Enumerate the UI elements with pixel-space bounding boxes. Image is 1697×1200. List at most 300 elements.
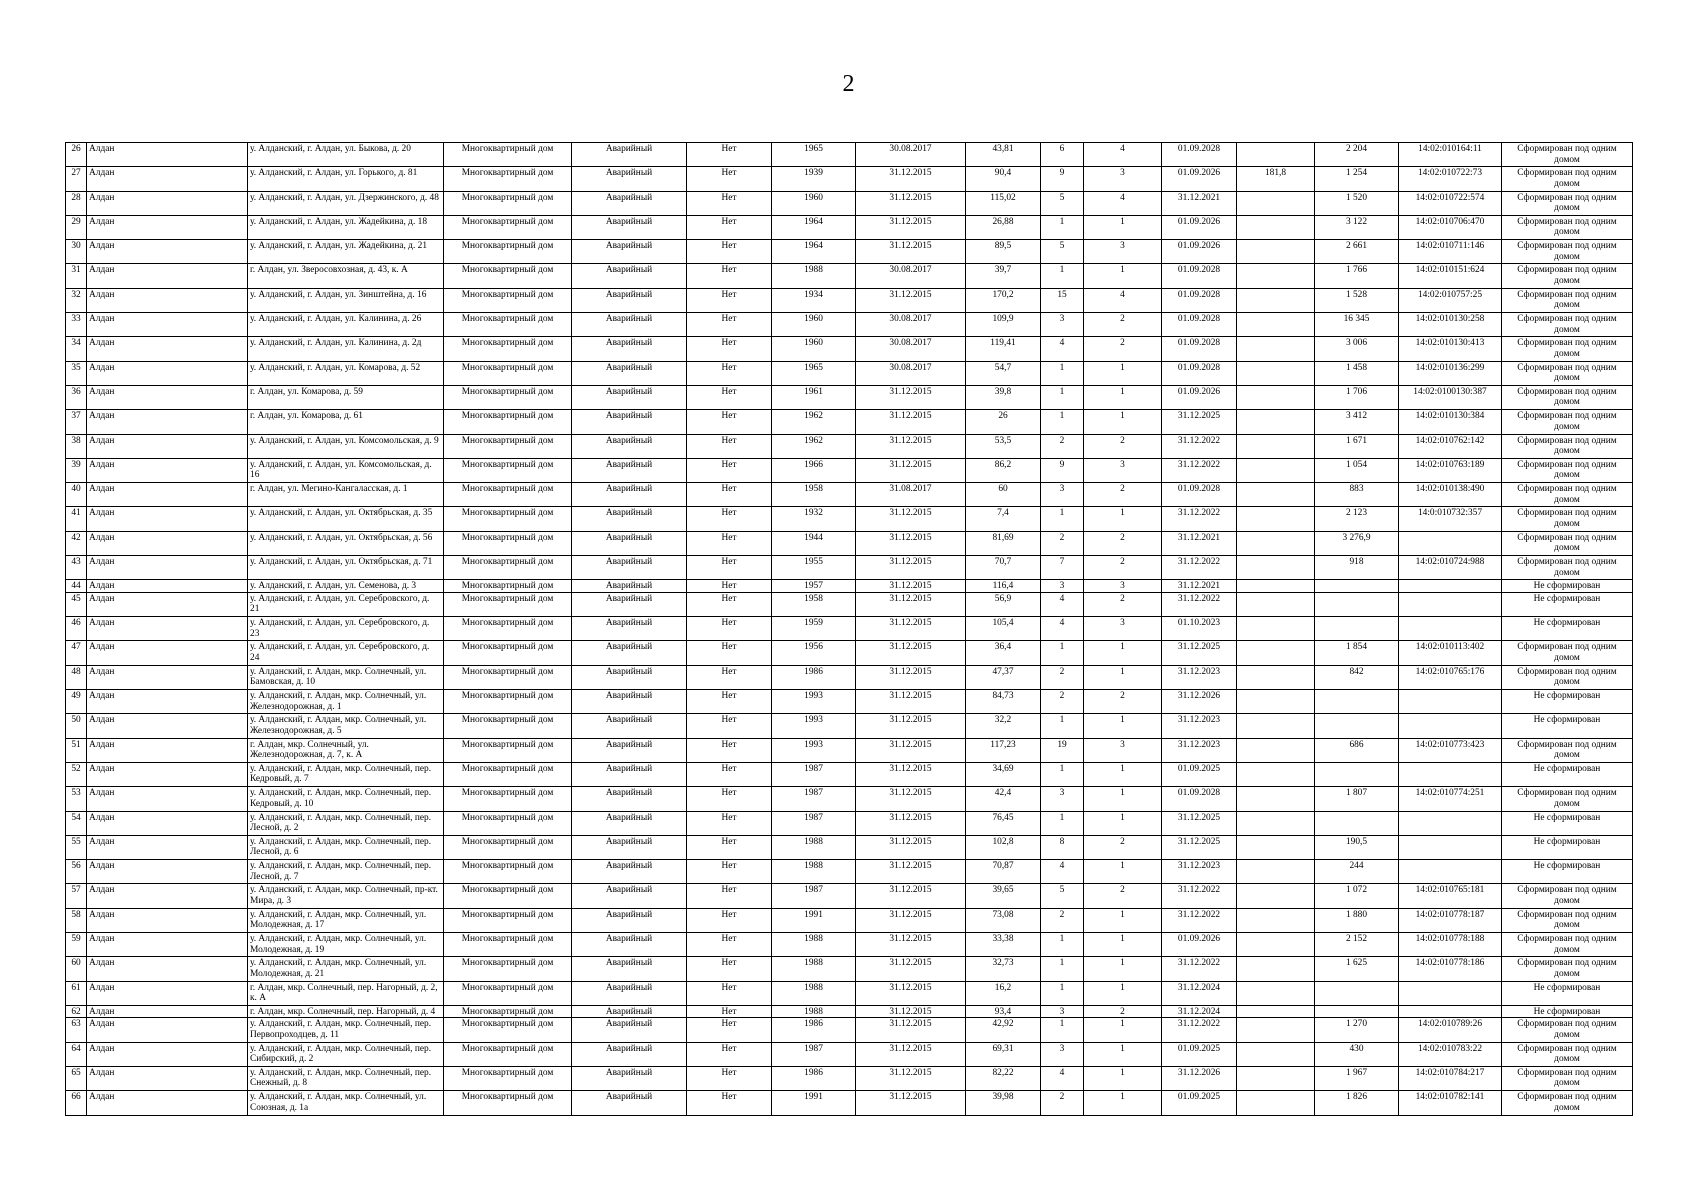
cell-extra-area bbox=[1237, 264, 1315, 288]
table-row bbox=[66, 690, 1633, 714]
cell-land-area: 842 bbox=[1315, 665, 1399, 689]
cell-year-built: 1964 bbox=[772, 215, 856, 239]
cell-extra-area bbox=[1237, 215, 1315, 239]
cell-extra-area bbox=[1237, 738, 1315, 762]
cell-condition: Аварийный bbox=[572, 738, 687, 762]
housing-registry-table bbox=[65, 142, 1633, 1116]
cell-capital-repair: Нет bbox=[687, 1042, 772, 1066]
table-row bbox=[66, 908, 1633, 932]
cell-residents: 1 bbox=[1041, 811, 1084, 835]
cell-capital-repair: Нет bbox=[687, 167, 772, 191]
cell-cadastral-number: 14:02:010130:258 bbox=[1399, 313, 1502, 337]
cell-cadastral-number: 14:02:010757:25 bbox=[1399, 288, 1502, 312]
cell-condition: Аварийный bbox=[572, 592, 687, 616]
table-row bbox=[66, 884, 1633, 908]
table-row bbox=[66, 507, 1633, 531]
cell-municipality: Алдан bbox=[87, 507, 248, 531]
cell-residents: 2 bbox=[1041, 1091, 1084, 1115]
cell-house-type: Многоквартирный дом bbox=[444, 264, 572, 288]
cell-cadastral-number: 14:02:010765:181 bbox=[1399, 884, 1502, 908]
cell-land-status: Сформирован под одним домом bbox=[1502, 738, 1633, 762]
cell-capital-repair: Нет bbox=[687, 641, 772, 665]
cell-land-area: 883 bbox=[1315, 483, 1399, 507]
cell-land-status: Не сформирован bbox=[1502, 714, 1633, 738]
cell-land-status: Сформирован под одним домом bbox=[1502, 933, 1633, 957]
cell-cadastral-number bbox=[1399, 690, 1502, 714]
cell-area: 47,37 bbox=[966, 665, 1041, 689]
cell-land-status: Не сформирован bbox=[1502, 690, 1633, 714]
table-row bbox=[66, 617, 1633, 641]
cell-cadastral-number bbox=[1399, 981, 1502, 1005]
cell-year-built: 1960 bbox=[772, 337, 856, 361]
cell-land-status: Сформирован под одним домом bbox=[1502, 288, 1633, 312]
cell-condition: Аварийный bbox=[572, 288, 687, 312]
cell-condition: Аварийный bbox=[572, 167, 687, 191]
table-row bbox=[66, 738, 1633, 762]
cell-residents: 1 bbox=[1041, 361, 1084, 385]
cell-recognition-date: 31.12.2015 bbox=[856, 860, 966, 884]
cell-municipality: Алдан bbox=[87, 811, 248, 835]
cell-row-number: 63 bbox=[66, 1018, 87, 1042]
cell-condition: Аварийный bbox=[572, 1042, 687, 1066]
cell-extra-area bbox=[1237, 860, 1315, 884]
cell-municipality: Алдан bbox=[87, 143, 248, 167]
cell-recognition-date: 30.08.2017 bbox=[856, 313, 966, 337]
cell-residents: 2 bbox=[1041, 690, 1084, 714]
cell-residents: 3 bbox=[1041, 1005, 1084, 1018]
cell-residents: 4 bbox=[1041, 617, 1084, 641]
cell-year-built: 1958 bbox=[772, 592, 856, 616]
cell-row-number: 29 bbox=[66, 215, 87, 239]
cell-address: г. Алдан, ул. Комарова, д. 61 bbox=[248, 410, 444, 434]
cell-extra-area bbox=[1237, 143, 1315, 167]
cell-apartments: 3 bbox=[1084, 167, 1162, 191]
cell-land-status: Не сформирован bbox=[1502, 592, 1633, 616]
cell-land-status: Сформирован под одним домом bbox=[1502, 313, 1633, 337]
cell-apartments: 1 bbox=[1084, 665, 1162, 689]
cell-condition: Аварийный bbox=[572, 884, 687, 908]
cell-extra-area bbox=[1237, 337, 1315, 361]
cell-land-area: 2 204 bbox=[1315, 143, 1399, 167]
cell-year-built: 1962 bbox=[772, 434, 856, 458]
cell-year-built: 1962 bbox=[772, 410, 856, 434]
cell-house-type: Многоквартирный дом bbox=[444, 957, 572, 981]
cell-residents: 6 bbox=[1041, 143, 1084, 167]
cell-row-number: 27 bbox=[66, 167, 87, 191]
cell-row-number: 41 bbox=[66, 507, 87, 531]
cell-recognition-date: 31.12.2015 bbox=[856, 531, 966, 555]
cell-capital-repair: Нет bbox=[687, 434, 772, 458]
cell-row-number: 57 bbox=[66, 884, 87, 908]
cell-area: 39,7 bbox=[966, 264, 1041, 288]
cell-recognition-date: 31.12.2015 bbox=[856, 1005, 966, 1018]
cell-area: 36,4 bbox=[966, 641, 1041, 665]
cell-year-built: 1988 bbox=[772, 264, 856, 288]
cell-house-type: Многоквартирный дом bbox=[444, 313, 572, 337]
cell-recognition-date: 31.12.2015 bbox=[856, 690, 966, 714]
cell-resettlement-deadline: 31.12.2023 bbox=[1162, 665, 1237, 689]
cell-address: у. Алданский, г. Алдан, ул. Октябрьская, д. 71 bbox=[248, 556, 444, 580]
cell-capital-repair: Нет bbox=[687, 762, 772, 786]
cell-address: у. Алданский, г. Алдан, ул. Октябрьская, д. 35 bbox=[248, 507, 444, 531]
cell-cadastral-number: 14:02:010130:384 bbox=[1399, 410, 1502, 434]
cell-row-number: 28 bbox=[66, 191, 87, 215]
cell-year-built: 1932 bbox=[772, 507, 856, 531]
cell-land-area: 3 276,9 bbox=[1315, 531, 1399, 555]
cell-year-built: 1988 bbox=[772, 1005, 856, 1018]
cell-row-number: 45 bbox=[66, 592, 87, 616]
cell-recognition-date: 31.12.2015 bbox=[856, 215, 966, 239]
cell-extra-area bbox=[1237, 580, 1315, 593]
cell-year-built: 1993 bbox=[772, 738, 856, 762]
cell-row-number: 26 bbox=[66, 143, 87, 167]
cell-extra-area bbox=[1237, 1091, 1315, 1115]
cell-cadastral-number: 14:0:010732:357 bbox=[1399, 507, 1502, 531]
cell-resettlement-deadline: 31.12.2025 bbox=[1162, 641, 1237, 665]
cell-land-area: 1 458 bbox=[1315, 361, 1399, 385]
cell-row-number: 62 bbox=[66, 1005, 87, 1018]
cell-land-status: Не сформирован bbox=[1502, 580, 1633, 593]
cell-house-type: Многоквартирный дом bbox=[444, 835, 572, 859]
cell-area: 89,5 bbox=[966, 240, 1041, 264]
cell-condition: Аварийный bbox=[572, 957, 687, 981]
cell-recognition-date: 31.12.2015 bbox=[856, 714, 966, 738]
cell-apartments: 2 bbox=[1084, 434, 1162, 458]
cell-capital-repair: Нет bbox=[687, 385, 772, 409]
cell-area: 56,9 bbox=[966, 592, 1041, 616]
cell-resettlement-deadline: 01.09.2028 bbox=[1162, 313, 1237, 337]
cell-row-number: 60 bbox=[66, 957, 87, 981]
cell-condition: Аварийный bbox=[572, 1018, 687, 1042]
cell-apartments: 3 bbox=[1084, 617, 1162, 641]
cell-address: у. Алданский, г. Алдан, мкр. Солнечный, ул. Молодежная, д. 19 bbox=[248, 933, 444, 957]
registry-body bbox=[66, 143, 1633, 1116]
cell-recognition-date: 31.12.2015 bbox=[856, 507, 966, 531]
cell-area: 53,5 bbox=[966, 434, 1041, 458]
cell-cadastral-number: 14:02:010113:402 bbox=[1399, 641, 1502, 665]
cell-house-type: Многоквартирный дом bbox=[444, 690, 572, 714]
cell-year-built: 1987 bbox=[772, 811, 856, 835]
cell-land-area: 1 880 bbox=[1315, 908, 1399, 932]
cell-extra-area bbox=[1237, 1066, 1315, 1090]
cell-capital-repair: Нет bbox=[687, 592, 772, 616]
cell-row-number: 47 bbox=[66, 641, 87, 665]
cell-extra-area bbox=[1237, 617, 1315, 641]
cell-address: г. Алдан, ул. Комарова, д. 59 bbox=[248, 385, 444, 409]
cell-extra-area bbox=[1237, 957, 1315, 981]
cell-land-status: Сформирован под одним домом bbox=[1502, 337, 1633, 361]
table-row bbox=[66, 215, 1633, 239]
cell-land-status: Не сформирован bbox=[1502, 762, 1633, 786]
cell-row-number: 61 bbox=[66, 981, 87, 1005]
cell-row-number: 64 bbox=[66, 1042, 87, 1066]
cell-apartments: 3 bbox=[1084, 458, 1162, 482]
cell-municipality: Алдан bbox=[87, 617, 248, 641]
cell-capital-repair: Нет bbox=[687, 811, 772, 835]
cell-row-number: 52 bbox=[66, 762, 87, 786]
cell-extra-area bbox=[1237, 811, 1315, 835]
cell-year-built: 1988 bbox=[772, 835, 856, 859]
cell-area: 93,4 bbox=[966, 1005, 1041, 1018]
cell-residents: 3 bbox=[1041, 580, 1084, 593]
cell-year-built: 1988 bbox=[772, 933, 856, 957]
cell-area: 16,2 bbox=[966, 981, 1041, 1005]
cell-resettlement-deadline: 31.12.2023 bbox=[1162, 714, 1237, 738]
cell-year-built: 1986 bbox=[772, 1066, 856, 1090]
cell-apartments: 1 bbox=[1084, 264, 1162, 288]
cell-extra-area bbox=[1237, 458, 1315, 482]
cell-extra-area bbox=[1237, 908, 1315, 932]
cell-recognition-date: 31.12.2015 bbox=[856, 592, 966, 616]
cell-cadastral-number: 14:02:010783:22 bbox=[1399, 1042, 1502, 1066]
cell-resettlement-deadline: 31.12.2024 bbox=[1162, 981, 1237, 1005]
cell-residents: 8 bbox=[1041, 835, 1084, 859]
table-row bbox=[66, 811, 1633, 835]
cell-extra-area bbox=[1237, 592, 1315, 616]
cell-condition: Аварийный bbox=[572, 434, 687, 458]
cell-recognition-date: 31.12.2015 bbox=[856, 957, 966, 981]
cell-row-number: 32 bbox=[66, 288, 87, 312]
cell-land-status: Сформирован под одним домом bbox=[1502, 240, 1633, 264]
cell-condition: Аварийный bbox=[572, 690, 687, 714]
cell-resettlement-deadline: 01.09.2028 bbox=[1162, 483, 1237, 507]
cell-capital-repair: Нет bbox=[687, 531, 772, 555]
table-row bbox=[66, 762, 1633, 786]
cell-apartments: 2 bbox=[1084, 556, 1162, 580]
cell-apartments: 1 bbox=[1084, 811, 1162, 835]
cell-residents: 2 bbox=[1041, 531, 1084, 555]
cell-area: 70,87 bbox=[966, 860, 1041, 884]
cell-cadastral-number: 14:02:010130:413 bbox=[1399, 337, 1502, 361]
cell-row-number: 56 bbox=[66, 860, 87, 884]
cell-resettlement-deadline: 01.09.2026 bbox=[1162, 167, 1237, 191]
cell-address: у. Алданский, г. Алдан, ул. Октябрьская, д. 56 bbox=[248, 531, 444, 555]
cell-house-type: Многоквартирный дом bbox=[444, 1042, 572, 1066]
cell-municipality: Алдан bbox=[87, 361, 248, 385]
cell-row-number: 55 bbox=[66, 835, 87, 859]
cell-house-type: Многоквартирный дом bbox=[444, 1066, 572, 1090]
cell-land-area: 1 270 bbox=[1315, 1018, 1399, 1042]
cell-row-number: 46 bbox=[66, 617, 87, 641]
cell-recognition-date: 31.12.2015 bbox=[856, 385, 966, 409]
cell-capital-repair: Нет bbox=[687, 835, 772, 859]
cell-extra-area bbox=[1237, 313, 1315, 337]
cell-land-status: Сформирован под одним домом bbox=[1502, 167, 1633, 191]
cell-municipality: Алдан bbox=[87, 690, 248, 714]
cell-land-status: Сформирован под одним домом bbox=[1502, 143, 1633, 167]
cell-year-built: 1956 bbox=[772, 641, 856, 665]
cell-capital-repair: Нет bbox=[687, 458, 772, 482]
cell-capital-repair: Нет bbox=[687, 957, 772, 981]
table-row bbox=[66, 714, 1633, 738]
cell-address: у. Алданский, г. Алдан, мкр. Солнечный, ул. Союзная, д. 1а bbox=[248, 1091, 444, 1115]
cell-residents: 4 bbox=[1041, 1066, 1084, 1090]
cell-land-status: Сформирован под одним домом bbox=[1502, 531, 1633, 555]
cell-condition: Аварийный bbox=[572, 507, 687, 531]
cell-apartments: 1 bbox=[1084, 908, 1162, 932]
cell-address: у. Алданский, г. Алдан, ул. Жадейкина, д. 18 bbox=[248, 215, 444, 239]
cell-municipality: Алдан bbox=[87, 665, 248, 689]
cell-row-number: 31 bbox=[66, 264, 87, 288]
cell-apartments: 1 bbox=[1084, 1091, 1162, 1115]
cell-land-status: Сформирован под одним домом bbox=[1502, 191, 1633, 215]
cell-residents: 2 bbox=[1041, 665, 1084, 689]
cell-address: у. Алданский, г. Алдан, мкр. Солнечный, пер. Снежный, д. 8 bbox=[248, 1066, 444, 1090]
cell-recognition-date: 31.12.2015 bbox=[856, 1018, 966, 1042]
cell-house-type: Многоквартирный дом bbox=[444, 1091, 572, 1115]
cell-land-status: Сформирован под одним домом bbox=[1502, 1042, 1633, 1066]
cell-address: у. Алданский, г. Алдан, мкр. Солнечный, пр-кт. Мира, д. 3 bbox=[248, 884, 444, 908]
cell-cadastral-number: 14:02:010762:142 bbox=[1399, 434, 1502, 458]
cell-capital-repair: Нет bbox=[687, 410, 772, 434]
cell-address: у. Алданский, г. Алдан, мкр. Солнечный, пер. Лесной, д. 2 bbox=[248, 811, 444, 835]
cell-capital-repair: Нет bbox=[687, 1066, 772, 1090]
cell-year-built: 1991 bbox=[772, 908, 856, 932]
cell-area: 32,73 bbox=[966, 957, 1041, 981]
table-row bbox=[66, 787, 1633, 811]
cell-apartments: 1 bbox=[1084, 933, 1162, 957]
cell-cadastral-number: 14:02:010782:141 bbox=[1399, 1091, 1502, 1115]
cell-resettlement-deadline: 01.09.2026 bbox=[1162, 933, 1237, 957]
table-row bbox=[66, 860, 1633, 884]
cell-municipality: Алдан bbox=[87, 787, 248, 811]
cell-recognition-date: 30.08.2017 bbox=[856, 361, 966, 385]
cell-resettlement-deadline: 31.12.2022 bbox=[1162, 592, 1237, 616]
cell-year-built: 1987 bbox=[772, 884, 856, 908]
cell-residents: 15 bbox=[1041, 288, 1084, 312]
cell-land-area bbox=[1315, 762, 1399, 786]
cell-land-status: Сформирован под одним домом bbox=[1502, 507, 1633, 531]
table-row bbox=[66, 361, 1633, 385]
cell-house-type: Многоквартирный дом bbox=[444, 787, 572, 811]
cell-land-area: 2 123 bbox=[1315, 507, 1399, 531]
cell-condition: Аварийный bbox=[572, 556, 687, 580]
cell-capital-repair: Нет bbox=[687, 1018, 772, 1042]
cell-address: у. Алданский, г. Алдан, ул. Комсомольская, д. 16 bbox=[248, 458, 444, 482]
cell-condition: Аварийный bbox=[572, 641, 687, 665]
cell-extra-area: 181,8 bbox=[1237, 167, 1315, 191]
cell-resettlement-deadline: 31.12.2023 bbox=[1162, 738, 1237, 762]
cell-resettlement-deadline: 01.09.2028 bbox=[1162, 361, 1237, 385]
cell-residents: 1 bbox=[1041, 264, 1084, 288]
cell-extra-area bbox=[1237, 434, 1315, 458]
cell-year-built: 1987 bbox=[772, 787, 856, 811]
cell-land-status: Сформирован под одним домом bbox=[1502, 410, 1633, 434]
cell-address: у. Алданский, г. Алдан, ул. Комсомольская, д. 9 bbox=[248, 434, 444, 458]
cell-cadastral-number: 14:02:010724:988 bbox=[1399, 556, 1502, 580]
cell-land-status: Сформирован под одним домом bbox=[1502, 483, 1633, 507]
cell-address: у. Алданский, г. Алдан, мкр. Солнечный, пер. Кедровый, д. 10 bbox=[248, 787, 444, 811]
cell-residents: 1 bbox=[1041, 410, 1084, 434]
cell-condition: Аварийный bbox=[572, 665, 687, 689]
cell-resettlement-deadline: 31.12.2022 bbox=[1162, 458, 1237, 482]
cell-area: 70,7 bbox=[966, 556, 1041, 580]
cell-apartments: 1 bbox=[1084, 981, 1162, 1005]
cell-land-area: 3 412 bbox=[1315, 410, 1399, 434]
cell-address: у. Алданский, г. Алдан, ул. Быкова, д. 20 bbox=[248, 143, 444, 167]
cell-year-built: 1987 bbox=[772, 1042, 856, 1066]
cell-land-status: Сформирован под одним домом bbox=[1502, 665, 1633, 689]
cell-address: г. Алдан, мкр. Солнечный, пер. Нагорный, д. 4 bbox=[248, 1005, 444, 1018]
cell-recognition-date: 31.12.2015 bbox=[856, 981, 966, 1005]
cell-row-number: 34 bbox=[66, 337, 87, 361]
cell-resettlement-deadline: 01.10.2023 bbox=[1162, 617, 1237, 641]
cell-condition: Аварийный bbox=[572, 580, 687, 593]
cell-address: у. Алданский, г. Алдан, мкр. Солнечный, ул. Молодежная, д. 17 bbox=[248, 908, 444, 932]
cell-land-status: Сформирован под одним домом bbox=[1502, 957, 1633, 981]
cell-capital-repair: Нет bbox=[687, 933, 772, 957]
cell-apartments: 3 bbox=[1084, 738, 1162, 762]
cell-residents: 4 bbox=[1041, 860, 1084, 884]
table-row bbox=[66, 665, 1633, 689]
cell-resettlement-deadline: 01.09.2026 bbox=[1162, 240, 1237, 264]
cell-house-type: Многоквартирный дом bbox=[444, 556, 572, 580]
cell-land-area: 1 625 bbox=[1315, 957, 1399, 981]
cell-address: у. Алданский, г. Алдан, мкр. Солнечный, ул. Железнодорожная, д. 5 bbox=[248, 714, 444, 738]
cell-address: г. Алдан, мкр. Солнечный, пер. Нагорный, д. 2, к. А bbox=[248, 981, 444, 1005]
cell-recognition-date: 31.12.2015 bbox=[856, 1066, 966, 1090]
cell-apartments: 1 bbox=[1084, 762, 1162, 786]
cell-row-number: 50 bbox=[66, 714, 87, 738]
cell-cadastral-number: 14:02:010778:188 bbox=[1399, 933, 1502, 957]
cell-apartments: 4 bbox=[1084, 143, 1162, 167]
cell-area: 26 bbox=[966, 410, 1041, 434]
cell-cadastral-number: 14:02:010778:186 bbox=[1399, 957, 1502, 981]
cell-resettlement-deadline: 31.12.2022 bbox=[1162, 1018, 1237, 1042]
cell-row-number: 30 bbox=[66, 240, 87, 264]
cell-condition: Аварийный bbox=[572, 1091, 687, 1115]
cell-municipality: Алдан bbox=[87, 1091, 248, 1115]
cell-residents: 4 bbox=[1041, 592, 1084, 616]
cell-row-number: 37 bbox=[66, 410, 87, 434]
cell-cadastral-number: 14:02:010765:176 bbox=[1399, 665, 1502, 689]
cell-land-area: 1 826 bbox=[1315, 1091, 1399, 1115]
cell-recognition-date: 31.12.2015 bbox=[856, 665, 966, 689]
cell-land-status: Сформирован под одним домом bbox=[1502, 1018, 1633, 1042]
cell-condition: Аварийный bbox=[572, 617, 687, 641]
cell-condition: Аварийный bbox=[572, 981, 687, 1005]
cell-municipality: Алдан bbox=[87, 288, 248, 312]
cell-year-built: 1955 bbox=[772, 556, 856, 580]
cell-cadastral-number: 14:02:010778:187 bbox=[1399, 908, 1502, 932]
cell-land-area: 2 152 bbox=[1315, 933, 1399, 957]
cell-area: 43,81 bbox=[966, 143, 1041, 167]
cell-year-built: 1964 bbox=[772, 240, 856, 264]
cell-condition: Аварийный bbox=[572, 1005, 687, 1018]
cell-municipality: Алдан bbox=[87, 313, 248, 337]
cell-residents: 1 bbox=[1041, 385, 1084, 409]
cell-cadastral-number: 14:02:010763:189 bbox=[1399, 458, 1502, 482]
cell-land-area: 918 bbox=[1315, 556, 1399, 580]
cell-extra-area bbox=[1237, 981, 1315, 1005]
cell-capital-repair: Нет bbox=[687, 690, 772, 714]
cell-extra-area bbox=[1237, 1018, 1315, 1042]
cell-land-area: 1 766 bbox=[1315, 264, 1399, 288]
table-row bbox=[66, 641, 1633, 665]
table-row bbox=[66, 957, 1633, 981]
cell-municipality: Алдан bbox=[87, 240, 248, 264]
table-row bbox=[66, 556, 1633, 580]
cell-residents: 1 bbox=[1041, 714, 1084, 738]
cell-land-status: Не сформирован bbox=[1502, 1005, 1633, 1018]
cell-land-status: Сформирован под одним домом bbox=[1502, 1066, 1633, 1090]
cell-area: 32,2 bbox=[966, 714, 1041, 738]
cell-recognition-date: 31.12.2015 bbox=[856, 933, 966, 957]
cell-recognition-date: 30.08.2017 bbox=[856, 264, 966, 288]
cell-house-type: Многоквартирный дом bbox=[444, 908, 572, 932]
cell-area: 60 bbox=[966, 483, 1041, 507]
cell-apartments: 1 bbox=[1084, 641, 1162, 665]
